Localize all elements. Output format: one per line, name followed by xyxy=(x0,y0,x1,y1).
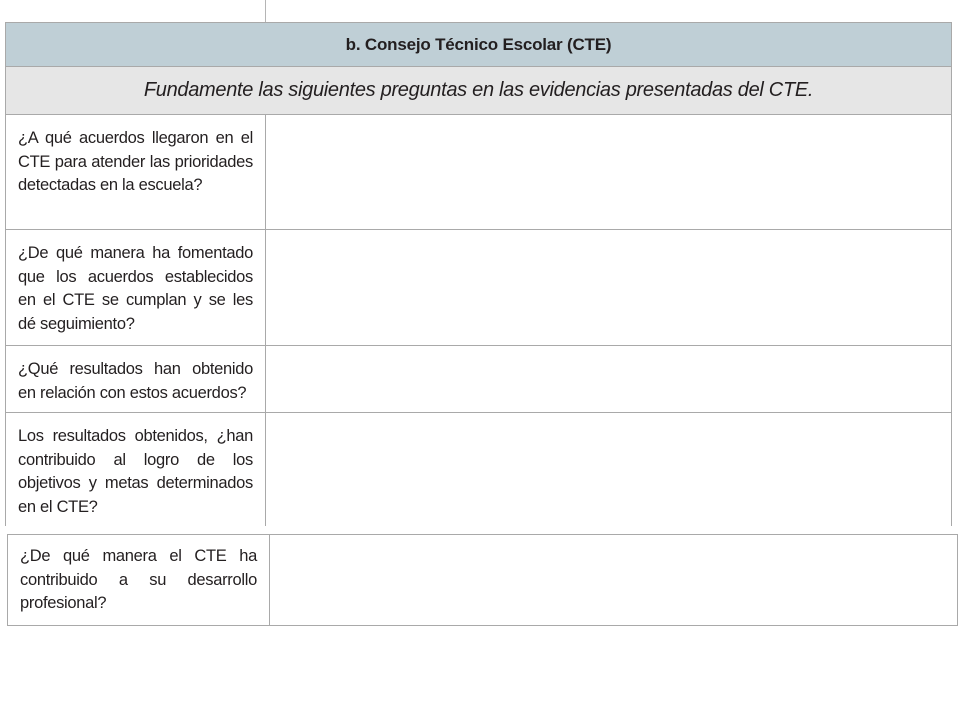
question-row xyxy=(7,534,958,626)
question-text: ¿De qué manera ha fomentado que los acuerdos establecidos en el CTE se cumplan y se les dé seguimiento? xyxy=(6,230,266,345)
section-title xyxy=(6,22,951,67)
section-title-text: b. Consejo Técnico Escolar (CTE) xyxy=(345,34,612,54)
question-text: ¿A qué acuerdos llegaron en el CTE para atender las prioridades detectadas en la escuela? xyxy=(6,115,266,229)
answer-cell[interactable] xyxy=(266,413,951,526)
question-text: ¿Qué resultados han obtenido en relación con estos acuerdos? xyxy=(6,346,266,412)
question-text: ¿De qué manera el CTE ha contribuido a su desarrollo profesional? xyxy=(8,535,270,625)
question-row xyxy=(6,230,951,346)
answer-cell[interactable] xyxy=(266,346,951,412)
question-row xyxy=(6,413,951,526)
answer-cell[interactable] xyxy=(270,535,957,625)
column-divider-stub xyxy=(265,0,266,22)
answer-cell[interactable] xyxy=(266,230,951,345)
instruction-row xyxy=(6,67,951,115)
instruction-text: Fundamente las siguientes preguntas en las evidencias presentadas del CTE. xyxy=(143,79,814,101)
question-row xyxy=(6,115,951,230)
question-row xyxy=(6,346,951,413)
question-text: Los resultados obtenidos, ¿han contribuido al logro de los objetivos y metas determinados en el CTE? xyxy=(6,413,266,526)
answer-cell[interactable] xyxy=(266,115,951,229)
cte-questions-table xyxy=(5,22,952,526)
